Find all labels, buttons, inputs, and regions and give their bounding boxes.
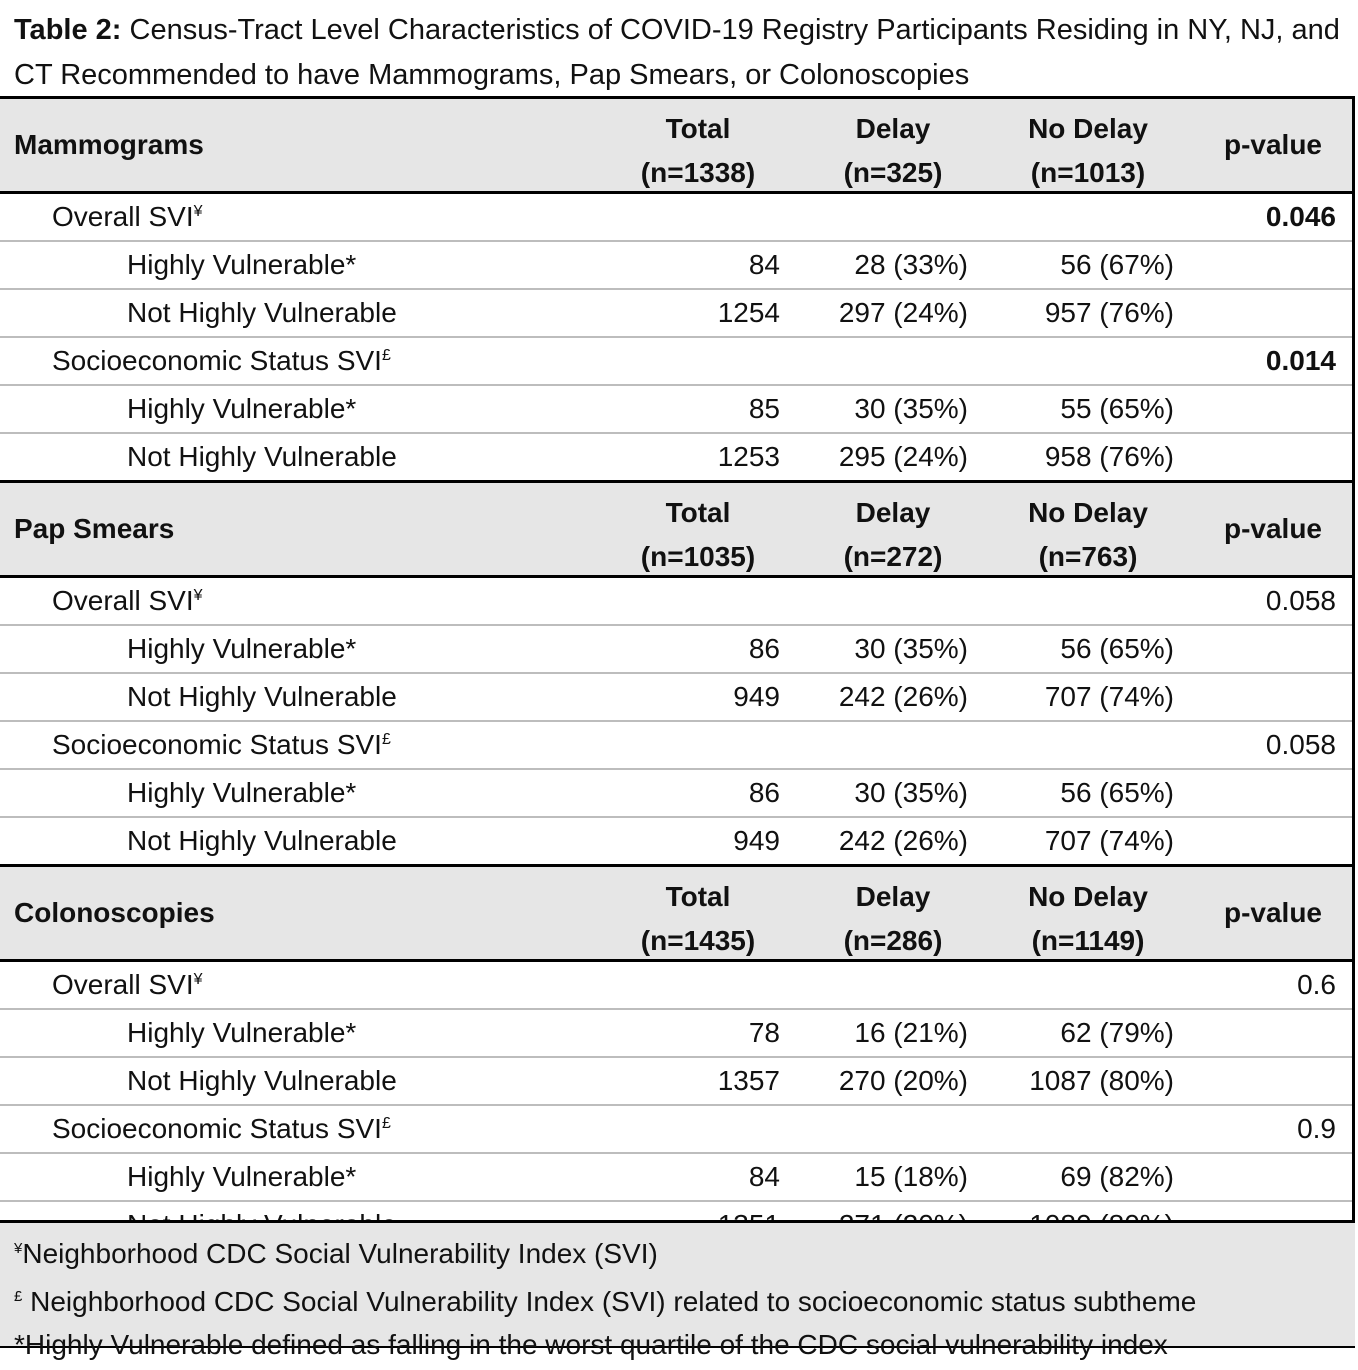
- column-header-nodelay: No Delay (n=1013): [1028, 113, 1148, 188]
- cell-nodelay: 56 (65%): [1060, 633, 1174, 664]
- section-title: Mammograms: [14, 129, 204, 160]
- caption-text: Census-Tract Level Characteristics of COVID-19 Registry Participants Residing in NY, NJ, and CT Recommended to have Mammograms, Pap Smears, or Colonoscopies: [14, 14, 1340, 91]
- group-label: Overall SVI¥: [52, 585, 203, 616]
- table-row: [0, 626, 1352, 674]
- cell-total: 86: [748, 777, 780, 808]
- cell-nodelay: 958 (76%): [1044, 441, 1174, 472]
- table-row: [0, 242, 1352, 290]
- cell-delay: 30 (35%): [854, 393, 968, 424]
- cell-nodelay: 55 (65%): [1060, 393, 1174, 424]
- cell-total: 1253: [717, 441, 780, 472]
- p-value: 0.058: [1265, 729, 1336, 760]
- table-row: [0, 674, 1352, 722]
- section-header: [0, 99, 1352, 194]
- cell-total: 1357: [717, 1065, 780, 1096]
- column-header-total: Total (n=1035): [640, 497, 756, 572]
- row-label: Highly Vulnerable*: [127, 1161, 357, 1192]
- column-header-nodelay: No Delay (n=1149): [1028, 881, 1148, 956]
- cell-nodelay: 1087 (80%): [1029, 1065, 1174, 1096]
- section-header: [0, 480, 1352, 578]
- cell-delay: 16 (21%): [854, 1017, 968, 1048]
- row-label: Highly Vulnerable*: [127, 777, 357, 808]
- column-header-delay: Delay (n=325): [843, 113, 943, 188]
- section-title: Pap Smears: [14, 513, 175, 544]
- row-label: Not Highly Vulnerable: [127, 1065, 397, 1096]
- table-row: [0, 1058, 1352, 1106]
- group-label: Socioeconomic Status SVI£: [52, 345, 391, 376]
- p-value: 0.014: [1265, 345, 1336, 376]
- column-header-nodelay: No Delay (n=763): [1028, 497, 1148, 572]
- cell-total: 78: [748, 1017, 780, 1048]
- group-label: Socioeconomic Status SVI£: [52, 1113, 391, 1144]
- cell-delay: 30 (35%): [854, 777, 968, 808]
- cell-delay: 242 (26%): [838, 681, 968, 712]
- table-row: [0, 770, 1352, 818]
- group-row: [0, 962, 1352, 1010]
- column-header-p-value: p-value: [1223, 897, 1322, 928]
- group-label: Socioeconomic Status SVI£: [52, 729, 391, 760]
- cell-total: 949: [733, 825, 780, 856]
- cell-nodelay: 707 (74%): [1044, 825, 1174, 856]
- cell-total: 1254: [717, 297, 780, 328]
- p-value: 0.058: [1265, 585, 1336, 616]
- column-header-delay: Delay (n=286): [843, 881, 943, 956]
- cell-delay: 28 (33%): [854, 249, 968, 280]
- table-row: [0, 290, 1352, 338]
- p-value: 0.9: [1297, 1113, 1336, 1144]
- cell-nodelay: 62 (79%): [1060, 1017, 1174, 1048]
- group-row: [0, 194, 1352, 242]
- cell-total: 84: [748, 1161, 780, 1192]
- row-label: Not Highly Vulnerable: [127, 441, 397, 472]
- group-label: Overall SVI¥: [52, 969, 203, 1000]
- column-header-delay: Delay (n=272): [843, 497, 943, 572]
- footnote: £ Neighborhood CDC Social Vulnerability Index (SVI) related to socioeconomic status subtheme: [14, 1286, 1197, 1317]
- p-value: 0.6: [1297, 969, 1336, 1000]
- column-header-total: Total (n=1435): [640, 881, 756, 956]
- group-row: [0, 722, 1352, 770]
- section-title: Colonoscopies: [14, 897, 215, 928]
- group-label: Overall SVI¥: [52, 201, 203, 232]
- table-row: [0, 818, 1352, 864]
- footnote: *Highly Vulnerable defined as falling in the worst quartile of the CDC social vulnerability index: [14, 1329, 1168, 1360]
- row-label: Highly Vulnerable*: [127, 249, 357, 280]
- group-row: [0, 1106, 1352, 1154]
- cell-total: 86: [748, 633, 780, 664]
- row-label: Highly Vulnerable*: [127, 393, 357, 424]
- p-value: 0.046: [1265, 201, 1336, 232]
- cell-nodelay: 957 (76%): [1044, 297, 1174, 328]
- row-label: Highly Vulnerable*: [127, 1017, 357, 1048]
- cell-total: 85: [748, 393, 780, 424]
- table-footnotes: [0, 1220, 1355, 1360]
- section-header: [0, 864, 1352, 962]
- cell-total: 84: [748, 249, 780, 280]
- group-row: [0, 338, 1352, 386]
- cell-total: 949: [733, 681, 780, 712]
- cell-nodelay: 707 (74%): [1044, 681, 1174, 712]
- row-label: Not Highly Vulnerable: [127, 825, 397, 856]
- table-row: [0, 1154, 1352, 1202]
- cell-delay: 30 (35%): [854, 633, 968, 664]
- results-table: [0, 96, 1355, 1251]
- table-row: [0, 1010, 1352, 1058]
- cell-delay: 295 (24%): [838, 441, 968, 472]
- table-row: [0, 434, 1352, 480]
- column-header-p-value: p-value: [1223, 513, 1322, 544]
- cell-delay: 270 (20%): [838, 1065, 968, 1096]
- table-caption: [14, 8, 1349, 98]
- cell-nodelay: 56 (65%): [1060, 777, 1174, 808]
- cell-nodelay: 56 (67%): [1060, 249, 1174, 280]
- footnote: ¥Neighborhood CDC Social Vulnerability Index (SVI): [14, 1238, 658, 1269]
- column-header-p-value: p-value: [1223, 129, 1322, 160]
- cell-delay: 242 (26%): [838, 825, 968, 856]
- cell-nodelay: 69 (82%): [1060, 1161, 1174, 1192]
- column-header-total: Total (n=1338): [640, 113, 756, 188]
- caption-label: Table 2:: [14, 14, 122, 46]
- cell-delay: 15 (18%): [854, 1161, 968, 1192]
- group-row: [0, 578, 1352, 626]
- cell-delay: 297 (24%): [838, 297, 968, 328]
- row-label: Not Highly Vulnerable: [127, 297, 397, 328]
- row-label: Not Highly Vulnerable: [127, 681, 397, 712]
- row-label: Highly Vulnerable*: [127, 633, 357, 664]
- table-row: [0, 386, 1352, 434]
